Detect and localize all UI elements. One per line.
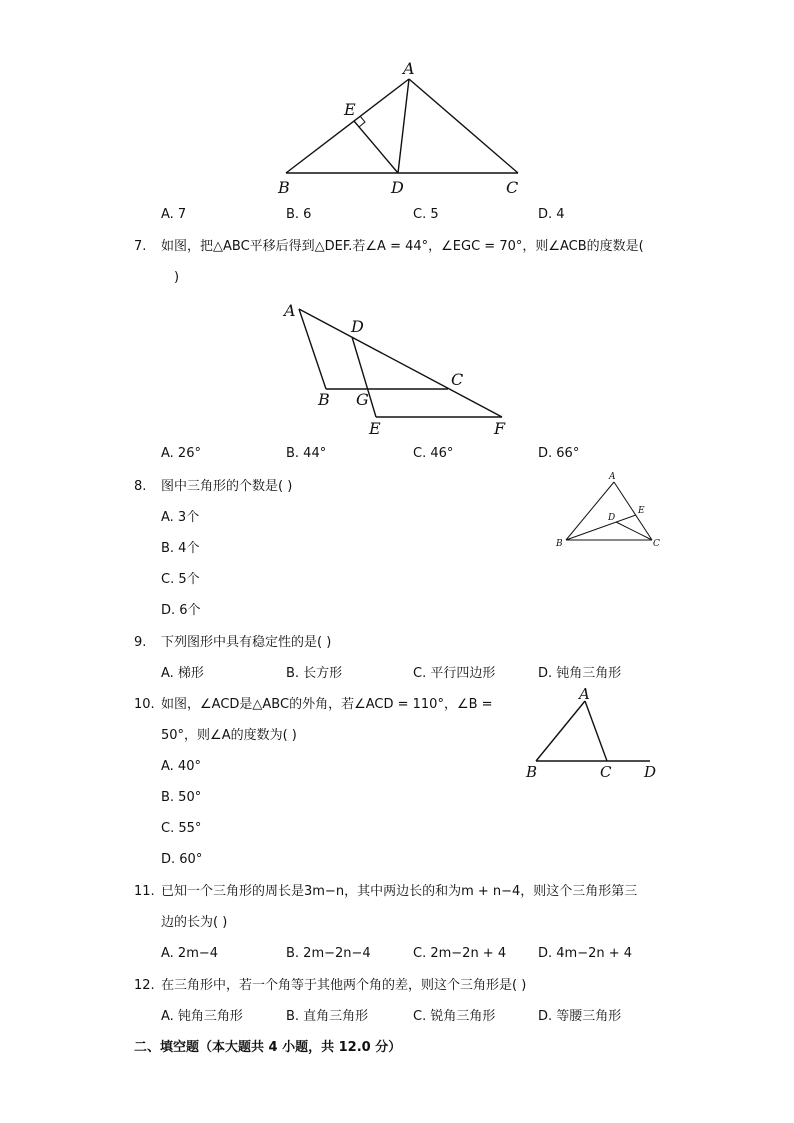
q6-figure <box>270 55 540 200</box>
q8-label-A: A <box>609 472 616 482</box>
q7-label-E: E <box>369 419 381 438</box>
q6-label-A: A <box>403 59 415 78</box>
q9-option-b[interactable]: B. 长方形 <box>286 666 343 681</box>
q10-figure <box>520 683 665 783</box>
q11-option-c[interactable]: C. 2m−2n + 4 <box>413 946 507 961</box>
q7-figure <box>280 295 520 440</box>
q8-label-E: E <box>638 506 645 516</box>
q11-option-b[interactable]: B. 2m−2n−4 <box>286 946 371 961</box>
q7-option-c[interactable]: C. 46° <box>413 446 454 461</box>
q9-option-a[interactable]: A. 梯形 <box>161 666 204 681</box>
q12-option-c[interactable]: C. 锐角三角形 <box>413 1009 496 1024</box>
q9-question: 下列图形中具有稳定性的是( ) <box>161 635 332 650</box>
q9-number: 9. <box>134 635 147 650</box>
q11-option-d[interactable]: D. 4m−2n + 4 <box>538 946 633 961</box>
q7-label-A: A <box>284 301 296 320</box>
q10-label-A: A <box>579 685 590 703</box>
q8-option-a[interactable]: A. 3个 <box>161 510 200 525</box>
q6-line-AD <box>398 79 409 173</box>
q11-question-line2: 边的长为( ) <box>161 915 228 930</box>
q6-label-E: E <box>344 100 356 119</box>
q6-line-AC <box>409 79 518 173</box>
q6-right-angle-mark <box>359 116 365 127</box>
q10-label-C: C <box>600 763 612 781</box>
q7-label-B: B <box>318 390 330 409</box>
q7-option-d[interactable]: D. 66° <box>538 446 580 461</box>
q6-line-BA <box>286 79 409 173</box>
q6-option-c[interactable]: C. 5 <box>413 207 439 222</box>
q10-label-D: D <box>644 763 657 781</box>
q10-option-a[interactable]: A. 40° <box>161 759 201 774</box>
q8-line-AC <box>614 482 652 540</box>
q6-option-b[interactable]: B. 6 <box>286 207 312 222</box>
q10-option-c[interactable]: C. 55° <box>161 821 202 836</box>
q10-option-b[interactable]: B. 50° <box>161 790 202 805</box>
section-2-heading: 二、填空题（本大题共 4 小题，共 12.0 分） <box>134 1040 402 1055</box>
q8-label-C: C <box>653 539 660 549</box>
q8-label-D: D <box>608 513 616 523</box>
q6-option-d[interactable]: D. 4 <box>538 207 565 222</box>
q8-label-B: B <box>556 539 563 549</box>
q9-option-c[interactable]: C. 平行四边形 <box>413 666 496 681</box>
q7-label-F: F <box>494 419 506 438</box>
q8-question: 图中三角形的个数是( ) <box>161 479 293 494</box>
q7-option-b[interactable]: B. 44° <box>286 446 327 461</box>
q10-line-AC <box>585 701 607 761</box>
q12-option-d[interactable]: D. 等腰三角形 <box>538 1009 622 1024</box>
q6-label-D: D <box>391 178 404 197</box>
q10-label-B: B <box>526 763 538 781</box>
q10-question-line2: 50°，则∠A的度数为( ) <box>161 728 297 743</box>
q11-question-line1: 已知一个三角形的周长是3m−n，其中两边长的和为m + n−4，则这个三角形第三 <box>161 884 638 899</box>
q12-question: 在三角形中，若一个角等于其他两个角的差，则这个三角形是( ) <box>161 978 527 993</box>
q12-number: 12. <box>134 978 155 993</box>
q8-option-c[interactable]: C. 5个 <box>161 572 200 587</box>
q10-question-line1: 如图，∠ACD是△ABC的外角，若∠ACD = 110°，∠B = <box>161 697 493 712</box>
q6-option-a[interactable]: A. 7 <box>161 207 187 222</box>
q7-label-G: G <box>356 390 369 409</box>
q8-number: 8. <box>134 479 147 494</box>
q7-option-a[interactable]: A. 26° <box>161 446 201 461</box>
q6-label-C: C <box>506 178 519 197</box>
q12-option-b[interactable]: B. 直角三角形 <box>286 1009 369 1024</box>
q8-option-d[interactable]: D. 6个 <box>161 603 201 618</box>
q10-line-AB <box>536 701 585 761</box>
q7-question-line2: ) <box>174 270 180 285</box>
q8-option-b[interactable]: B. 4个 <box>161 541 200 556</box>
q6-line-ED <box>354 121 398 173</box>
q9-option-d[interactable]: D. 钝角三角形 <box>538 666 622 681</box>
q7-label-D: D <box>351 317 364 336</box>
q10-number: 10. <box>134 697 155 712</box>
q12-option-a[interactable]: A. 钝角三角形 <box>161 1009 243 1024</box>
q8-figure <box>550 468 670 553</box>
q7-question-line1: 如图，把△ABC平移后得到△DEF.若∠A = 44°，∠EGC = 70°，则∠ACB的度数是( <box>161 239 644 254</box>
q6-label-B: B <box>278 178 290 197</box>
q11-option-a[interactable]: A. 2m−4 <box>161 946 219 961</box>
q7-number: 7. <box>134 239 147 254</box>
q7-label-C: C <box>451 370 464 389</box>
q11-number: 11. <box>134 884 155 899</box>
q10-option-d[interactable]: D. 60° <box>161 852 203 867</box>
